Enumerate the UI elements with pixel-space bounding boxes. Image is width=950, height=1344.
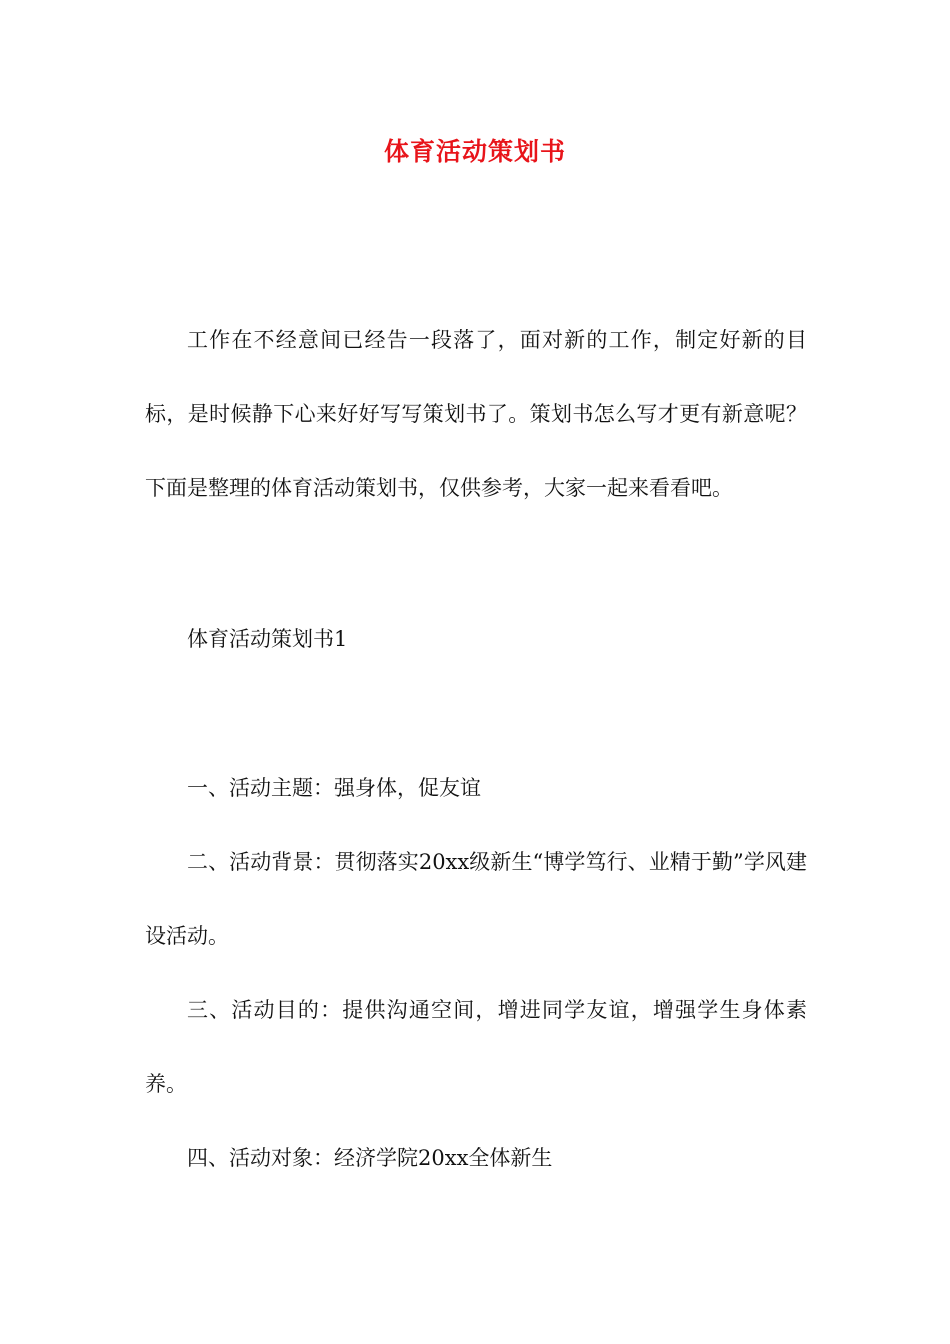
plan-item-background: 二、活动背景：贯彻落实20xx级新生“博学笃行、业精于勤”学风建设活动。	[145, 850, 807, 948]
intro-paragraph: 工作在不经意间已经告一段落了，面对新的工作，制定好新的目标，是时候静下心来好好写写策划书了。策划书怎么写才更有新意呢？下面是整理的体育活动策划书，仅供参考，大家一起来看看吧。	[145, 328, 807, 500]
plan-item-theme: 一、活动主题：强身体，促友谊	[187, 776, 481, 800]
intro-block	[145, 303, 807, 525]
section-heading-block	[145, 602, 807, 676]
plan-item-audience: 四、活动对象：经济学院20xx全体新生	[187, 1146, 553, 1170]
plan-items	[145, 751, 807, 1195]
document-title: 体育活动策划书	[383, 137, 566, 166]
section-heading: 体育活动策划书1	[187, 627, 348, 651]
plan-item-purpose: 三、活动目的：提供沟通空间，增进同学友谊，增强学生身体素养。	[145, 998, 807, 1096]
